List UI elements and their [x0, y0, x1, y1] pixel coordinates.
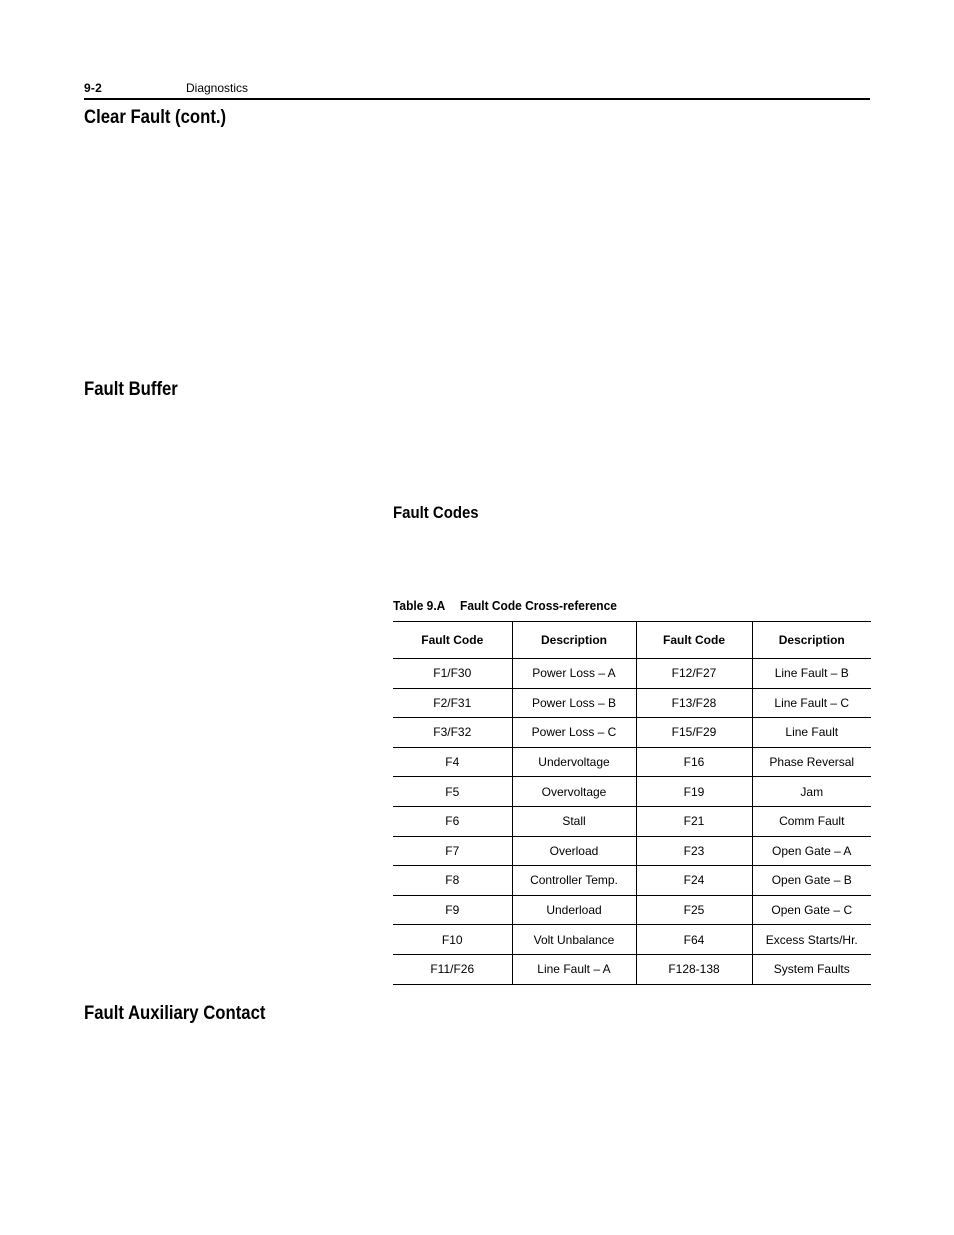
description-cell: Overvoltage — [512, 777, 636, 807]
fault-code-cell: F128-138 — [636, 954, 752, 984]
table-row — [393, 777, 871, 807]
fault-code-cell: F7 — [393, 836, 512, 866]
fault-code-cell: F24 — [636, 866, 752, 896]
description-cell: Excess Starts/Hr. — [752, 925, 871, 955]
fault-code-cell: F9 — [393, 895, 512, 925]
fault-code-cell: F6 — [393, 806, 512, 836]
description-cell: Line Fault – C — [752, 688, 871, 718]
header-cell: Fault Code — [393, 622, 512, 659]
fault-code-cell: F13/F28 — [636, 688, 752, 718]
table-row — [393, 718, 871, 748]
fault-code-cell: F10 — [393, 925, 512, 955]
description-cell: Overload — [512, 836, 636, 866]
fault-code-cell: F12/F27 — [636, 659, 752, 689]
fault-code-cell: F5 — [393, 777, 512, 807]
table-row — [393, 688, 871, 718]
description-cell: Stall — [512, 806, 636, 836]
fault-code-cell: F8 — [393, 866, 512, 896]
fault-code-cell: F4 — [393, 747, 512, 777]
fault-code-cell: F11/F26 — [393, 954, 512, 984]
table-row — [393, 866, 871, 896]
fault-code-cell: F15/F29 — [636, 718, 752, 748]
table-row — [393, 747, 871, 777]
description-cell: Power Loss – C — [512, 718, 636, 748]
fault-auxiliary-contact-heading: Fault Auxiliary Contact — [84, 1003, 266, 1024]
fault-code-cell: F25 — [636, 895, 752, 925]
table-caption — [393, 598, 617, 613]
description-cell: Undervoltage — [512, 747, 636, 777]
table-row — [393, 836, 871, 866]
header-cell: Fault Code — [636, 622, 752, 659]
fault-code-cell: F16 — [636, 747, 752, 777]
description-cell: Comm Fault — [752, 806, 871, 836]
header-rule — [84, 98, 870, 100]
description-cell: Open Gate – C — [752, 895, 871, 925]
table-row — [393, 895, 871, 925]
header-cell: Description — [778, 633, 845, 647]
fault-code-cell: F21 — [636, 806, 752, 836]
description-cell: Line Fault — [752, 718, 871, 748]
header-cell: Description — [512, 622, 636, 659]
fault-code-cell: F64 — [636, 925, 752, 955]
description-cell: System Faults — [752, 954, 871, 984]
description-cell: Jam — [752, 777, 871, 807]
fault-buffer-heading: Fault Buffer — [84, 379, 178, 400]
chapter-title: Diagnostics — [186, 81, 249, 95]
fault-code-cell: F3/F32 — [393, 718, 512, 748]
description-cell: Open Gate – B — [752, 866, 871, 896]
description-cell: Power Loss – B — [512, 688, 636, 718]
description-cell: Line Fault – B — [752, 659, 871, 689]
description-cell: Line Fault – A — [512, 954, 636, 984]
description-cell: Phase Reversal — [752, 747, 871, 777]
table-header-row — [393, 622, 871, 659]
fault-code-cell: F2/F31 — [393, 688, 512, 718]
clear-fault-heading: Clear Fault (cont.) — [84, 107, 227, 128]
fault-codes-heading: Fault Codes — [393, 503, 479, 522]
fault-code-cell: F1/F30 — [393, 659, 512, 689]
description-cell: Power Loss – A — [512, 659, 636, 689]
table-caption-label: Table 9.A — [393, 598, 446, 613]
table-row — [393, 925, 871, 955]
description-cell: Volt Unbalance — [512, 925, 636, 955]
table-row — [393, 806, 871, 836]
table-caption-title: Fault Code Cross-reference — [460, 598, 617, 613]
description-cell: Underload — [512, 895, 636, 925]
table-row — [393, 954, 871, 984]
page-number: 9-2 — [84, 81, 102, 95]
table-body — [393, 659, 871, 985]
description-cell: Controller Temp. — [512, 866, 636, 896]
fault-code-table — [393, 621, 871, 985]
fault-code-cell: F23 — [636, 836, 752, 866]
table-row — [393, 659, 871, 689]
fault-code-cell: F19 — [636, 777, 752, 807]
description-cell: Open Gate – A — [752, 836, 871, 866]
